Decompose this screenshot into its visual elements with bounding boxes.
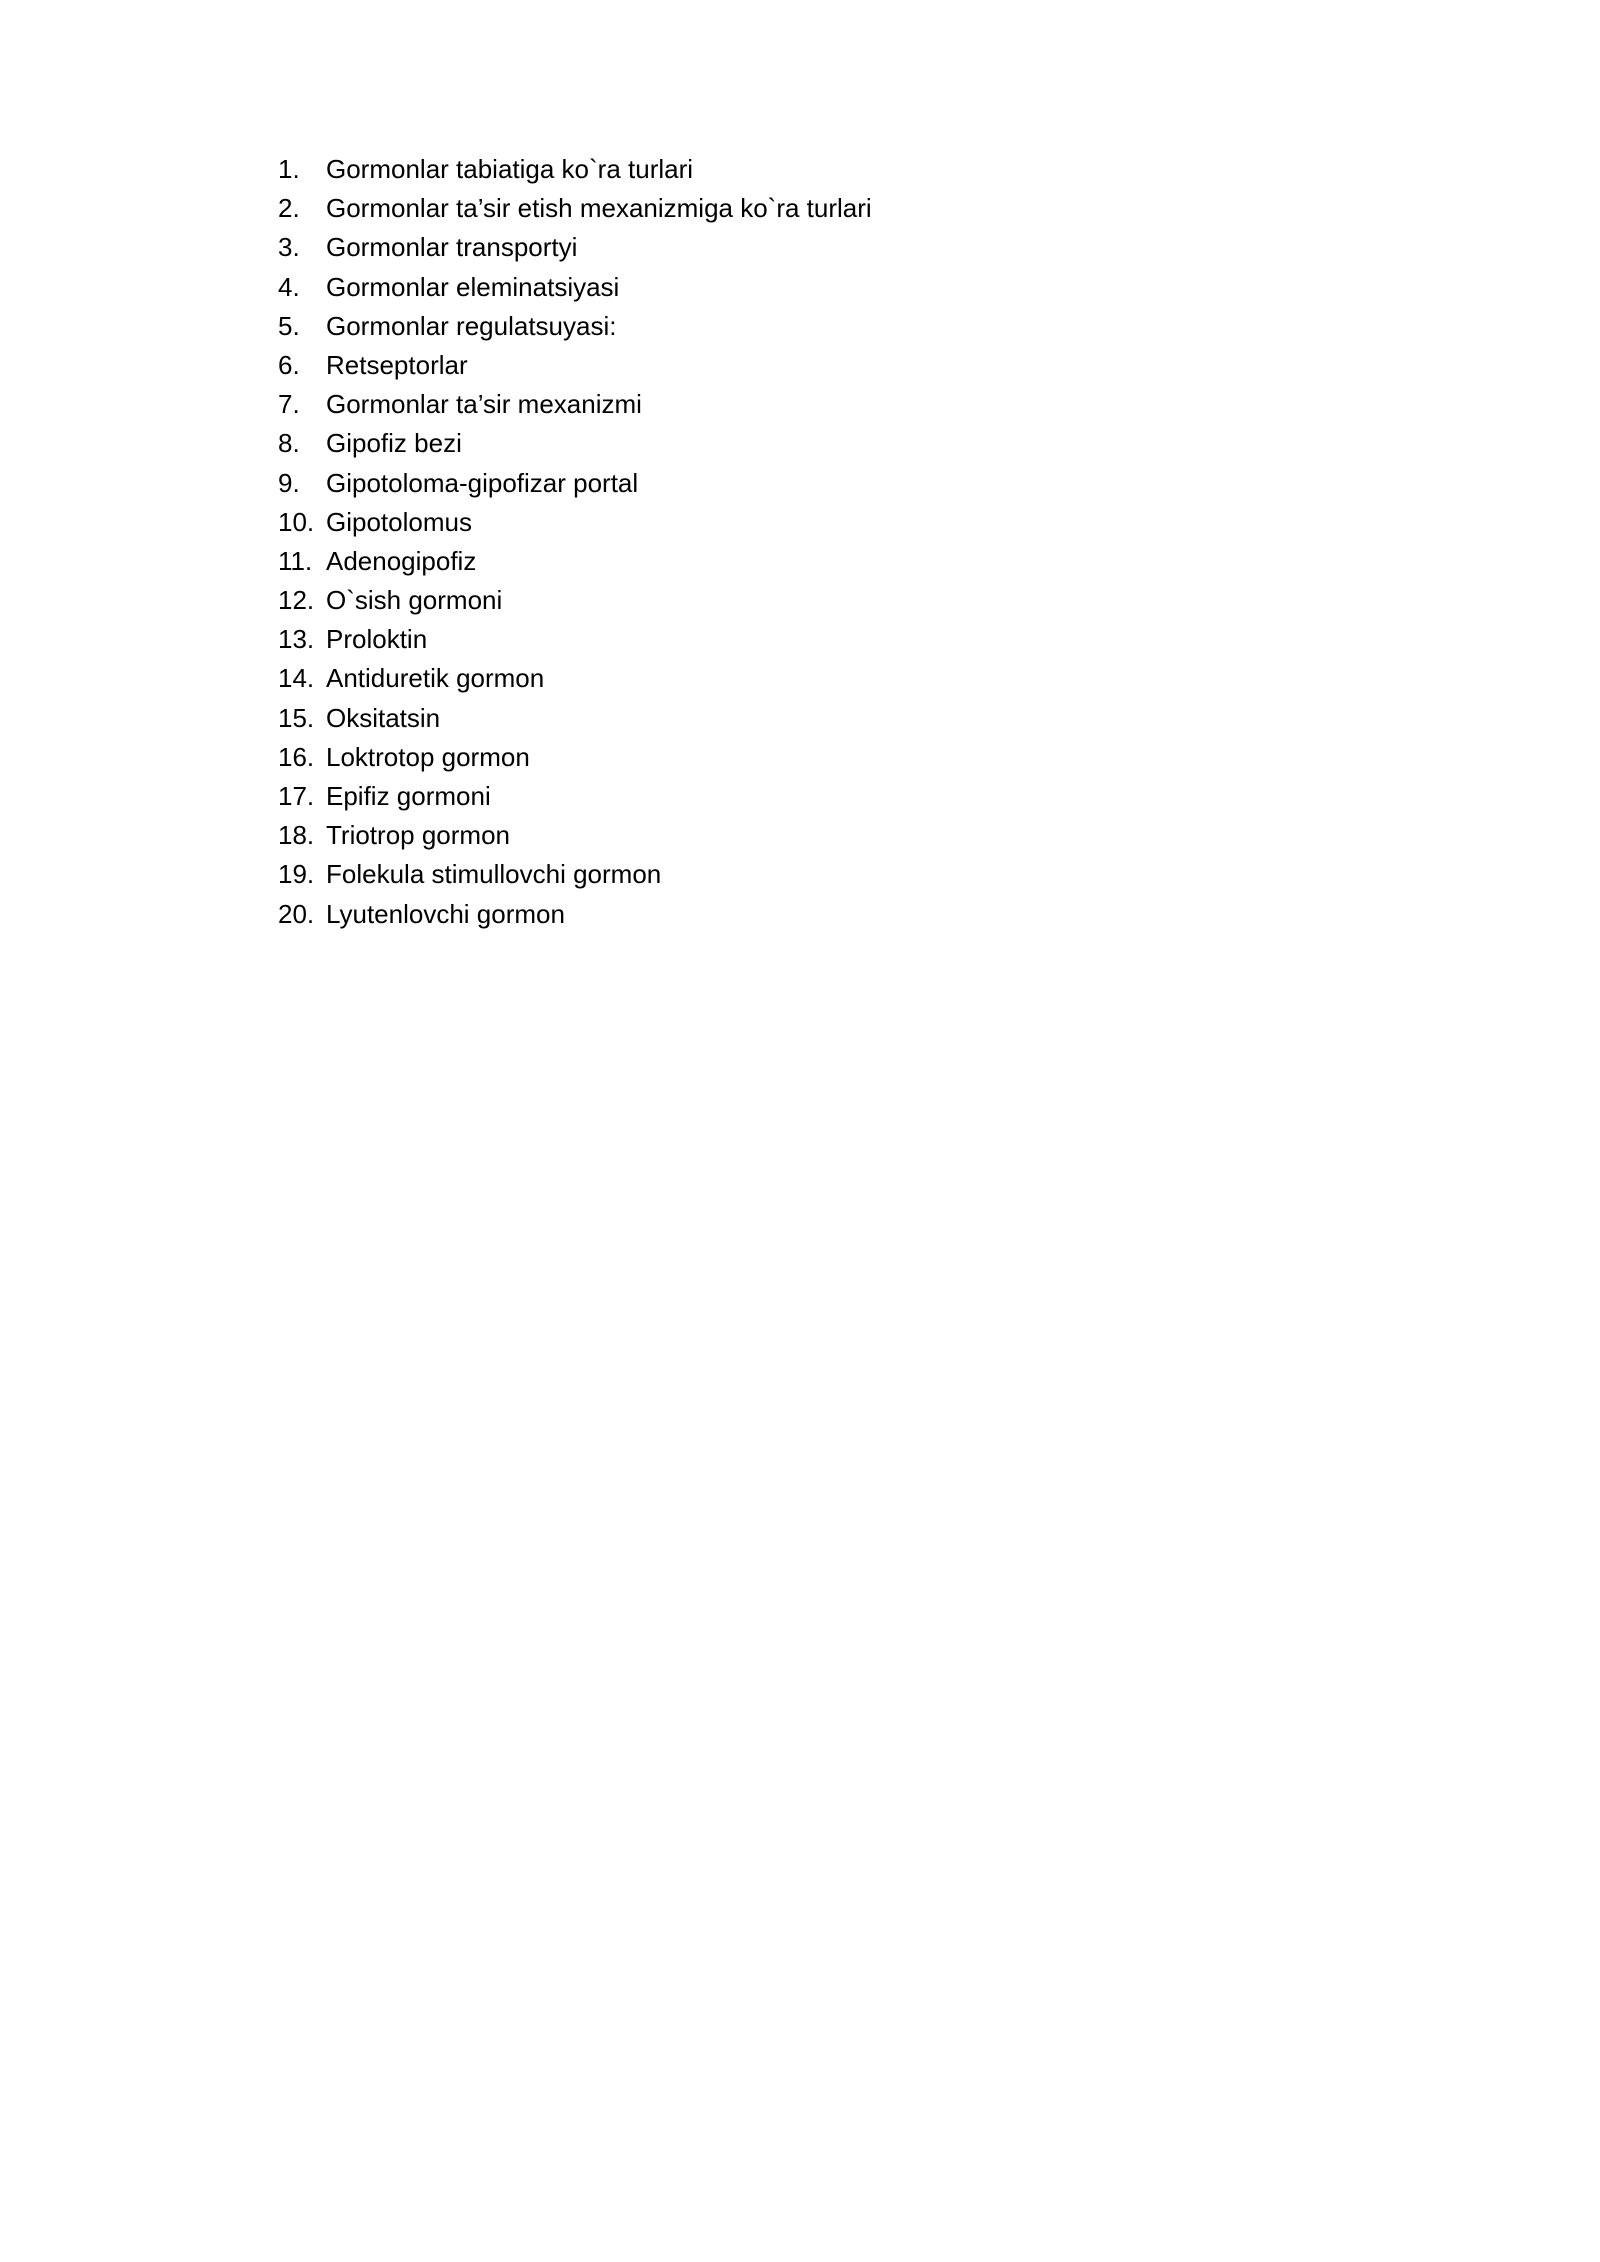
- list-item-number: 15.: [278, 702, 315, 733]
- list-item: [278, 777, 872, 816]
- list-item: [278, 699, 872, 738]
- list-item-number: 3.: [278, 232, 300, 263]
- list-item: [278, 424, 872, 463]
- list-item-number: 10.: [278, 506, 315, 537]
- list-item: [278, 189, 872, 228]
- list-item-number: 12.: [278, 585, 315, 616]
- list-item-number: 1.: [278, 154, 300, 184]
- list-item-text: Antiduretik gormon: [326, 663, 545, 694]
- topic-list: [278, 150, 872, 934]
- list-item-text: Gormonlar transportyi: [326, 232, 578, 263]
- list-item-number: 16.: [278, 741, 315, 772]
- list-item-number: 2.: [278, 193, 300, 224]
- list-item: [278, 503, 872, 542]
- list-item-text: Gormonlar ta’sir etish mexanizmiga ko`ra turlari: [326, 193, 872, 224]
- list-item-text: Gormonlar eleminatsiyasi: [326, 271, 620, 302]
- list-item: [278, 620, 872, 659]
- list-item: [278, 895, 872, 934]
- list-item-text: Loktrotop gormon: [326, 741, 530, 772]
- list-item: [278, 346, 872, 385]
- list-item-text: Folekula stimullovchi gormon: [326, 859, 662, 890]
- list-item-text: Epifiz gormoni: [326, 781, 491, 811]
- list-item: [278, 307, 872, 346]
- list-item-number: 6.: [278, 349, 300, 380]
- list-item: [278, 385, 872, 424]
- list-item-text: Retseptorlar: [326, 349, 468, 380]
- list-item: [278, 816, 872, 855]
- list-item-number: 20.: [278, 898, 315, 929]
- list-item-number: 11.: [278, 545, 313, 576]
- list-item-number: 14.: [278, 663, 315, 694]
- list-item-number: 7.: [278, 389, 300, 420]
- list-item-text: Proloktin: [326, 624, 428, 655]
- list-item-text: Gipotolomus: [326, 506, 472, 537]
- list-item-text: Gipotoloma-gipofizar portal: [326, 467, 639, 498]
- list-item: [278, 228, 872, 267]
- list-item-number: 18.: [278, 820, 315, 851]
- list-item-number: 9.: [278, 467, 300, 498]
- list-item: [278, 268, 872, 307]
- list-item: [278, 581, 872, 620]
- list-item: [278, 464, 872, 503]
- list-item-number: 17.: [278, 781, 315, 811]
- list-item-text: Adenogipofiz: [326, 545, 477, 576]
- list-item-text: Gormonlar tabiatiga ko`ra turlari: [326, 154, 694, 184]
- list-item-text: Oksitatsin: [326, 702, 441, 733]
- list-item-text: Gormonlar ta’sir mexanizmi: [326, 389, 642, 420]
- list-item-text: Gormonlar regulatsuyasi:: [326, 310, 617, 341]
- list-item-text: Lyutenlovchi gormon: [326, 898, 565, 929]
- list-item-number: 13.: [278, 624, 315, 655]
- list-item: [278, 738, 872, 777]
- list-item: [278, 855, 872, 894]
- list-item-text: O`sish gormoni: [326, 585, 503, 616]
- list-item-text: Gipofiz bezi: [326, 428, 462, 459]
- list-item-number: 8.: [278, 428, 300, 459]
- list-item: [278, 150, 872, 189]
- list-item-number: 19.: [278, 859, 315, 890]
- list-item-text: Triotrop gormon: [326, 820, 510, 851]
- list-item-number: 5.: [278, 310, 300, 341]
- list-item: [278, 542, 872, 581]
- list-item-number: 4.: [278, 271, 300, 302]
- list-item: [278, 659, 872, 698]
